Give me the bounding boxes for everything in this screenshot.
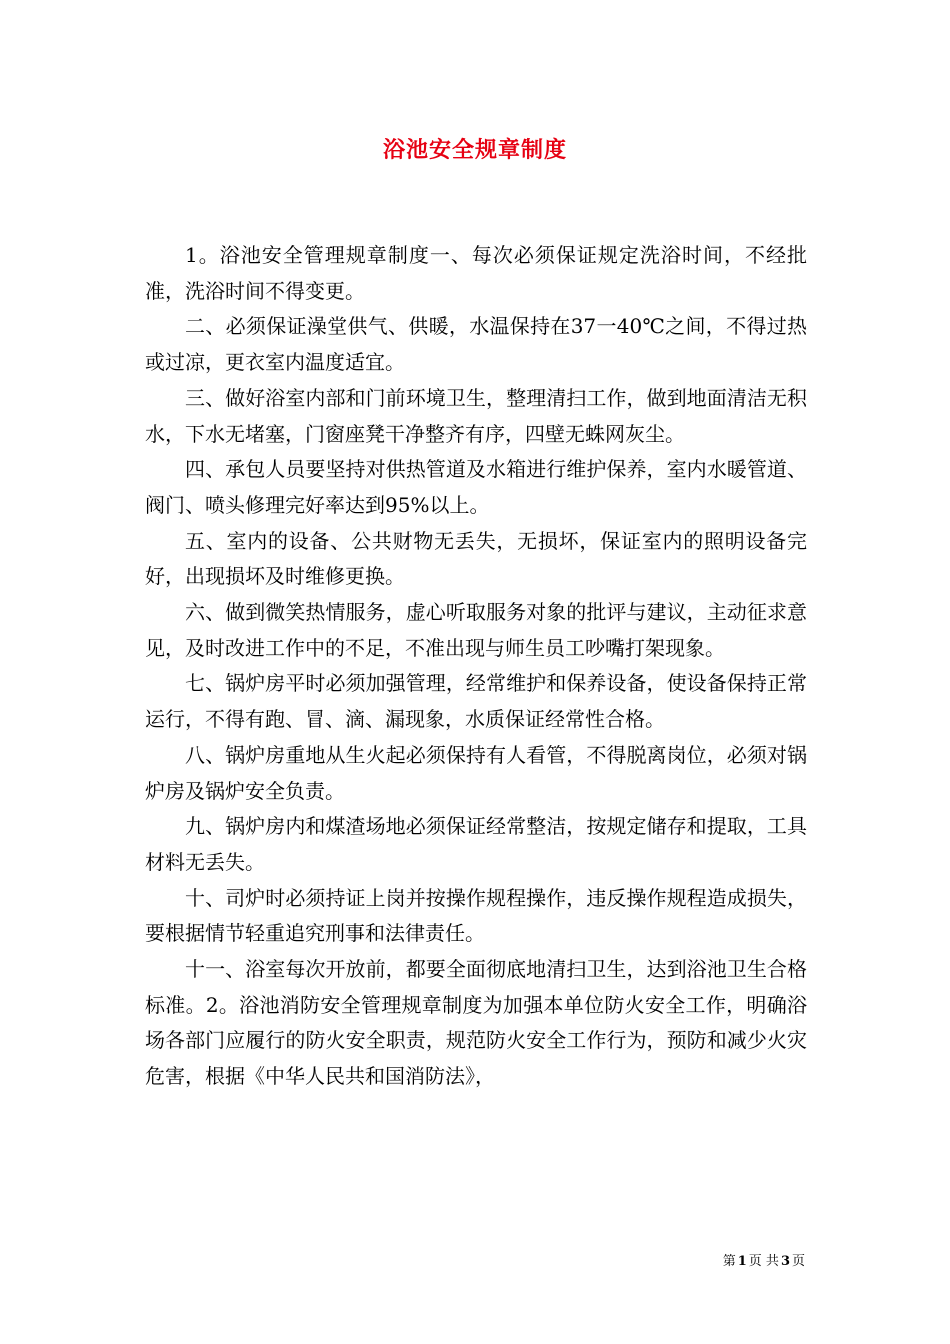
paragraph-10: 十、司炉时必须持证上岗并按操作规程操作，违反操作规程造成损失，要根据情节轻重追究刑事和法律责任。 [145, 885, 807, 946]
paragraph-7: 七、锅炉房平时必须加强管理，经常维护和保养设备，使设备保持正常运行，不得有跑、冒、滴、漏现象，水质保证经常性合格。 [145, 671, 807, 732]
paragraph-8: 八、锅炉房重地从生火起必须保持有人看管，不得脱离岗位，必须对锅炉房及锅炉安全负责。 [145, 742, 807, 803]
paragraph-11: 十一、浴室每次开放前，都要全面彻底地清扫卫生，达到浴池卫生合格标准。2。浴池消防安全管理规章制度为加强本单位防火安全工作，明确浴场各部门应履行的防火安全职责，规范防火安全工作行为，预防和减少火灾危害，根据《中华人民共和国消防法》， [145, 957, 807, 1089]
document-body [145, 238, 807, 1095]
page-title: 浴池安全规章制度 [382, 137, 567, 163]
paragraph-2: 二、必须保证澡堂供气、供暖，水温保持在37一40℃之间，不得过热或过凉，更衣室内温度适宜。 [145, 314, 807, 375]
paragraph-5: 五、室内的设备、公共财物无丢失，无损坏，保证室内的照明设备完好，出现损坏及时维修更换。 [145, 528, 807, 589]
paragraph-3: 三、做好浴室内部和门前环境卫生，整理清扫工作，做到地面清洁无积水，下水无堵塞，门窗座凳干净整齐有序，四壁无蛛网灰尘。 [145, 385, 807, 446]
footer-total-pages: 3 [780, 1254, 790, 1269]
footer-middle: 页 共 [748, 1254, 779, 1269]
footer-suffix: 页 [791, 1254, 805, 1269]
paragraph-6: 六、做到微笑热情服务，虚心听取服务对象的批评与建议，主动征求意见，及时改进工作中的不足，不准出现与师生员工吵嘴打架现象。 [145, 600, 807, 660]
footer-prefix: 第 [722, 1254, 736, 1269]
page-footer [723, 1250, 805, 1269]
paragraph-4: 四、承包人员要坚持对供热管道及水箱进行维护保养，室内水暖管道、阀门、喷头修理完好率达到95%以上。 [145, 457, 807, 517]
paragraph-9: 九、锅炉房内和煤渣场地必须保证经常整洁，按规定储存和提取，工具材料无丢失。 [145, 814, 807, 874]
footer-current-page: 1 [737, 1254, 747, 1269]
paragraph-1: 1。浴池安全管理规章制度一、每次必须保证规定洗浴时间，不经批准，洗浴时间不得变更。 [145, 243, 807, 303]
